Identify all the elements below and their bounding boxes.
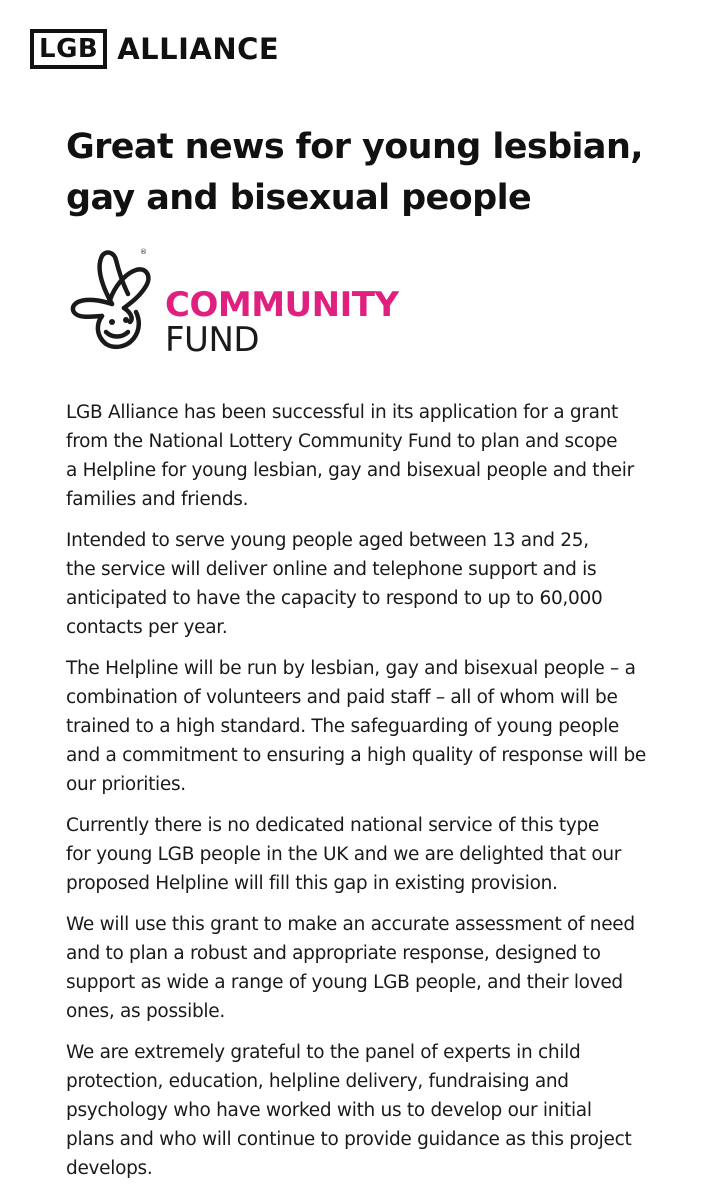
text-line: our priorities. bbox=[66, 774, 186, 795]
text-line: contacts per year. bbox=[66, 617, 228, 638]
registered-mark: ® bbox=[140, 248, 147, 256]
text-line: We will use this grant to make an accurate assessment of need bbox=[66, 914, 635, 935]
crossed-fingers-icon bbox=[66, 246, 166, 358]
text-line: develops. bbox=[66, 1158, 153, 1179]
paragraph bbox=[66, 654, 686, 799]
text-line: Currently there is no dedicated national service of this type bbox=[66, 815, 600, 836]
text-line: proposed Helpline will fill this gap in existing provision. bbox=[66, 873, 558, 894]
paragraph bbox=[66, 398, 686, 514]
fund-word-fund: FUND bbox=[165, 320, 260, 360]
text-line: support as wide a range of young LGB people, and their loved bbox=[66, 972, 623, 993]
page-title bbox=[66, 122, 686, 224]
fund-word-community: COMMUNITY bbox=[165, 285, 399, 325]
text-line: ones, as possible. bbox=[66, 1001, 225, 1022]
text-line: families and friends. bbox=[66, 489, 249, 510]
community-fund-logo bbox=[66, 246, 426, 358]
text-line: and to plan a robust and appropriate response, designed to bbox=[66, 943, 601, 964]
headline-line: Great news for young lesbian, bbox=[66, 127, 643, 167]
text-line: from the National Lottery Community Fund to plan and scope bbox=[66, 431, 618, 452]
text-line: The Helpline will be run by lesbian, gay and bisexual people – a bbox=[66, 658, 636, 679]
text-line: anticipated to have the capacity to respond to up to 60,000 bbox=[66, 588, 603, 609]
text-line: plans and who will continue to provide guidance as this project bbox=[66, 1129, 632, 1150]
lgb-alliance-logo bbox=[30, 29, 279, 69]
text-line: LGB Alliance has been successful in its application for a grant bbox=[66, 402, 618, 423]
text-line: for young LGB people in the UK and we are delighted that our bbox=[66, 844, 622, 865]
text-line: a Helpline for young lesbian, gay and bisexual people and their bbox=[66, 460, 634, 481]
paragraph bbox=[66, 811, 686, 898]
logo-box-lgb: LGB bbox=[30, 29, 107, 69]
paragraph bbox=[66, 910, 686, 1026]
text-line: Intended to serve young people aged between 13 and 25, bbox=[66, 530, 589, 551]
text-line: We are extremely grateful to the panel of experts in child bbox=[66, 1042, 581, 1063]
headline-line: gay and bisexual people bbox=[66, 178, 532, 218]
logo-word-alliance: ALLIANCE bbox=[117, 31, 280, 66]
text-line: protection, education, helpline delivery, fundraising and bbox=[66, 1071, 569, 1092]
text-line: trained to a high standard. The safeguarding of young people bbox=[66, 716, 620, 737]
paragraph bbox=[66, 1038, 686, 1183]
fund-wordmark bbox=[165, 285, 399, 360]
text-line: and a commitment to ensuring a high quality of response will be bbox=[66, 745, 646, 766]
text-line: psychology who have worked with us to develop our initial bbox=[66, 1100, 592, 1121]
paragraph bbox=[66, 526, 686, 642]
article-body bbox=[66, 398, 686, 1195]
text-line: the service will deliver online and telephone support and is bbox=[66, 559, 597, 580]
text-line: combination of volunteers and paid staff – all of whom will be bbox=[66, 687, 618, 708]
